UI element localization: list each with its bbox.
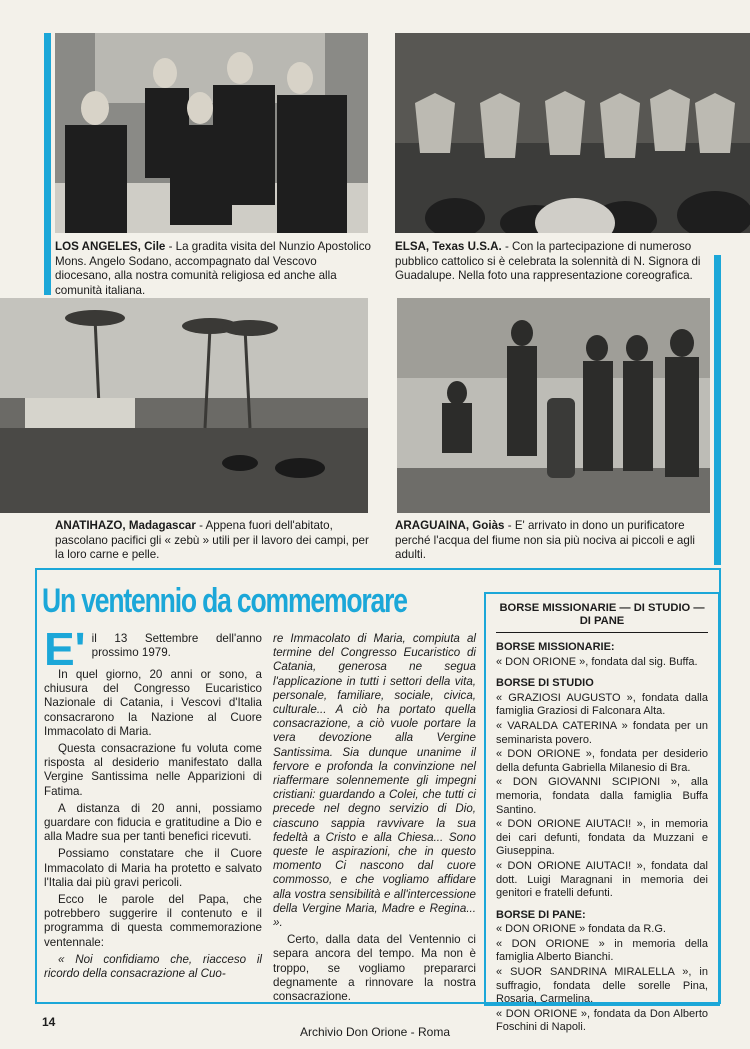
accent-bar-left [44,33,51,295]
caption-anatihazo-text: - Appena fuori dell'abitato, pascolano pacifici gli « zebù » utili per il lavoro dei campi, per la loro carne e pelle. [55,519,369,562]
caption-anatihazo [55,519,371,563]
article-paragraph-3: Questa consacrazione fu voluta come risposta al desiderio manifestato dalla Vergine Santissima nelle Apparizioni di Fatima. [44,742,262,798]
photo-los-angeles [55,33,368,233]
borse-studio-item: « DON ORIONE AIUTACI! », fondata dal dott. Luigi Maragnani in memoria dei genitori e fratelli defunti. [496,859,708,900]
caption-araguaina-text: - E' arrivato in dono un purificatore perché l'acqua del fiume non sia più nociva ai piccoli e agli adulti. [395,519,695,562]
borse-box-divider [496,632,708,633]
caption-los-angeles [55,240,371,298]
borse-studio-item: « GRAZIOSI AUGUSTO », fondata dalla famiglia Graziosi di Falconara Alta. [496,691,708,718]
article-dropcap: E' [44,623,86,675]
caption-anatihazo-place: ANATIHAZO, Madagascar [55,519,196,532]
photo-araguaina [397,298,710,513]
caption-los-angeles-place: LOS ANGELES, Cile [55,240,166,253]
article-column-2 [273,632,476,1007]
borse-pane-item: « SUOR SANDRINA MIRALELLA », in suffragio, fondata delle sorelle Pina, Rosaria, Carmelina. [496,966,708,1006]
archive-footer: Archivio Don Orione - Roma [299,1025,451,1039]
borse-studio-item: « DON GIOVANNI SCIPIONI », alla memoria, fondata dalla famiglia Buffa Santino. [496,776,708,816]
borse-pane-item: « DON ORIONE » in memoria della famiglia Alberto Bianchi. [496,937,708,964]
accent-bar-right [714,255,721,565]
article-paragraph-1: il 13 Settembre dell'anno prossimo 1979. [91,632,262,660]
article-quote-start: « Noi confidiamo che, riacceso il ricordo della consacrazione al Cuo- [44,952,262,981]
caption-araguaina [395,519,711,563]
caption-elsa-place: ELSA, Texas U.S.A. [395,240,502,253]
article-paragraph-6: Ecco le parole del Papa, che potrebbero suggerire il contenuto e il programma di questa commemorazione ventennale: [44,893,262,949]
borse-pane-item: « DON ORIONE » fondata da R.G. [496,923,666,936]
borse-box [484,592,720,1034]
borse-pane-heading: BORSE DI PANE: [496,908,586,921]
photo-elsa [395,33,750,233]
article-paragraph-4: A distanza di 20 anni, possiamo guardare con fiducia e gratitudine a Dio e alla Madre sua per tanti benefici ricevuti. [44,801,262,844]
borse-studio-heading: BORSE DI STUDIO [496,677,594,690]
borse-studio-item: « DON ORIONE », fondata per desiderio della defunta Gabriella Milanesio di Bra. [496,748,708,774]
article-column-1 [44,623,262,984]
caption-elsa-text: - Con la partecipazione di numeroso pubblico cattolico si è celebrata la solennità di N. Signora di Guadalupe. Nella foto una rappresentazione coreografica. [395,240,701,283]
article-paragraph-7: Certo, dalla data del Ventennio ci separa ancora del tempo. Ma non è troppo, se vogliamo prepararci degnamente a rinnovare la nostra consacrazione. [273,933,476,1004]
borse-studio-item: « VARALDA CATERINA » fondata per un seminarista povero. [496,719,708,746]
caption-los-angeles-text: - La gradita visita del Nunzio Apostolico Mons. Angelo Sodano, accompagnato dal Vescovo diocesano, alla nostra comunità religiosa ed anche alla comunità italiana. [55,240,371,297]
article-paragraph-5: Possiamo constatare che il Cuore Immacolato di Maria ha protetto e salvato l'Italia dai più gravi pericoli. [44,847,262,889]
borse-studio-item: « DON ORIONE AIUTACI! », in memoria dei cari defunti, fondata da Muzzani e Giuseppina. [496,818,708,858]
photo-anatihazo [0,298,368,513]
borse-box-title: BORSE MISSIONARIE — DI STUDIO — DI PANE [499,602,705,627]
caption-araguaina-place: ARAGUAINA, Goiàs [395,519,505,532]
borse-missionarie-item: « DON ORIONE », fondata dal sig. Buffa. [496,655,698,668]
article-title: Un ventennio da commemorare [42,582,407,620]
borse-pane-item: « DON ORIONE », fondata da Don Alberto Foschini di Napoli. [496,1007,708,1034]
page-number: 14 [42,1015,56,1029]
article-paragraph-2: In quel giorno, 20 anni or sono, a chiusura del Congresso Eucaristico Nazionale di Catania, i Vescovi d'Italia consacrarono la Nazione al Cuore Immacolato di Maria. [44,668,262,738]
borse-missionarie-heading: BORSE MISSIONARIE: [496,641,615,653]
caption-elsa [395,240,713,284]
article-quote-continued: re Immacolato di Maria, compiuta al termine del Congresso Eucaristico di Catania, generosa ne segua l'applicazione in tutti i settori della vita, personale, familiare, sociale, civica, culturale... A ciò ha portato quella consacrazione, a ciò vuole portare la vera devozione alla Vergine Santissima. Sia dunque unanime il fervore e profonda la convinzione nel riaffermare solennemente gli impegni cristiani: guardando a Colei, che tutti ci precede nel degno servizio di Dio, ciascuno sappia ravvivare la sua fedeltà a Cristo e alla Chiesa... Sono queste le aspirazioni, che in questo momento Ci nascono dal cuore commosso, e che vogliamo affidare alla vostra sensibilità e all'intercessione della Vergine Maria, Madre e Regina... ». [273,632,476,930]
